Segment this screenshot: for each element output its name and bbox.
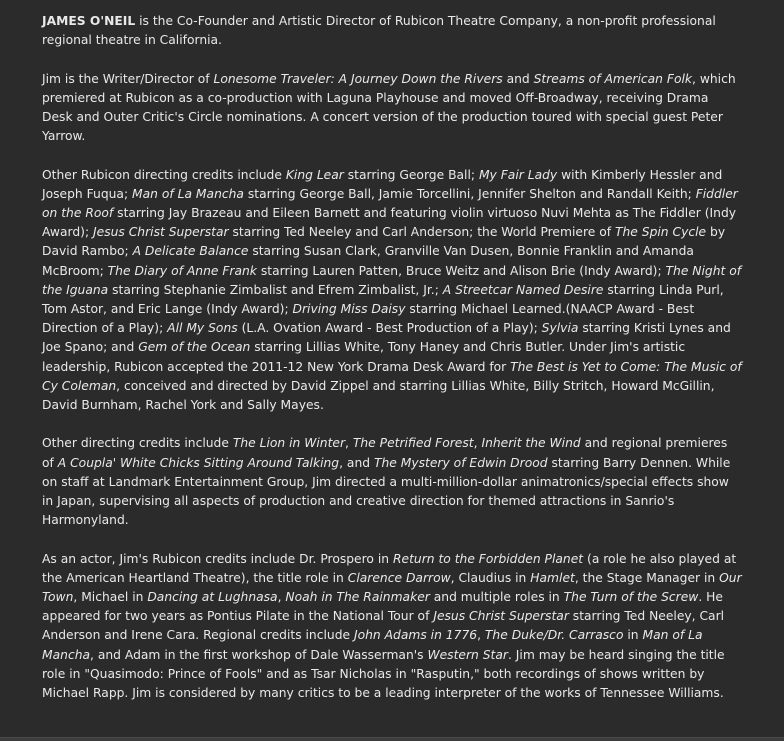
text-run: starring Ted Neeley, Carl Anderson and Irene Cara. Regional credits include bbox=[42, 609, 725, 643]
italic-title: A Streetcar Named Desire bbox=[442, 282, 604, 297]
text-run: starring Stephanie Zimbalist and Efrem Zimbalist, Jr.; bbox=[108, 282, 443, 297]
bottom-divider bbox=[0, 737, 784, 741]
text-run: and multiple roles in bbox=[429, 590, 564, 605]
italic-title: The Turn of the Screw bbox=[563, 590, 699, 605]
text-run: and bbox=[502, 71, 534, 86]
italic-title: The Lion in Winter bbox=[232, 436, 346, 451]
italic-title: The Night of the Iguana bbox=[42, 263, 742, 297]
italic-title: A Coupla' White Chicks Sitting Around Talking bbox=[57, 455, 340, 470]
text-run: . Jim may be heard singing the title role in "Quasimodo: Prince of Fools" and as Tsar Nicholas in "Rasputin," both recordings of shows written by Michael Rapp. Jim is considered by many critics to be a leading interpreter of the works of Tennessee Williams. bbox=[42, 647, 725, 701]
text-run: starring Susan Clark, Granville Van Dusen, Bonnie Franklin and Amanda McBroom; bbox=[42, 244, 694, 278]
bio-paragraph-2 bbox=[42, 70, 742, 147]
italic-title: The Best is Yet to Come: The Music of Cy Coleman bbox=[42, 359, 742, 393]
text-run: (a role he also played at the American Heartland Theatre), the title role in bbox=[42, 551, 737, 585]
italic-title: The Petrified Forest bbox=[352, 436, 474, 451]
italic-title: Jesus Christ Superstar bbox=[433, 609, 569, 624]
italic-title: Dancing at Lughnasa bbox=[147, 590, 278, 605]
italic-title: Man of La Mancha bbox=[132, 186, 244, 201]
italic-title: Lonesome Traveler: A Journey Down the Rivers bbox=[213, 71, 503, 86]
text-run: , the Stage Manager in bbox=[574, 570, 720, 585]
person-name: JAMES O'NEIL bbox=[42, 14, 136, 28]
italic-title: Jesus Christ Superstar bbox=[93, 225, 229, 240]
italic-title: Gem of the Ocean bbox=[138, 340, 251, 355]
text-run: , bbox=[477, 628, 485, 643]
text-run: starring Lauren Patten, Bruce Weitz and Alison Brie (Indy Award); bbox=[256, 263, 666, 278]
italic-title: All My Sons bbox=[167, 321, 238, 336]
text-run: . He appeared for two years as Pontius Pilate in the National Tour of bbox=[42, 590, 723, 624]
italic-title: The Duke/Dr. Carrasco bbox=[484, 628, 624, 643]
italic-title: My Fair Lady bbox=[478, 167, 558, 182]
text-run: Other directing credits include bbox=[42, 436, 233, 451]
text-run: and regional premieres of bbox=[42, 436, 728, 470]
text-run: is the Co-Founder and Artistic Director of Rubicon Theatre Company, a non-profit professional regional theatre in California. bbox=[42, 14, 716, 48]
italic-title: Our Town bbox=[42, 570, 742, 605]
italic-title: Sylvia bbox=[541, 321, 579, 336]
italic-title: Fiddler on the Roof bbox=[42, 186, 738, 220]
text-run: with Kimberly Hessler and Joseph Fuqua; bbox=[42, 167, 723, 201]
biography-text bbox=[42, 12, 742, 722]
italic-title: The Mystery of Edwin Drood bbox=[373, 455, 548, 470]
italic-title: Hamlet bbox=[530, 570, 575, 585]
italic-title: Western Star bbox=[427, 647, 508, 662]
bio-paragraph-4 bbox=[42, 434, 742, 530]
text-run: , bbox=[277, 590, 286, 605]
italic-title: Noah in The Rainmaker bbox=[285, 590, 430, 605]
italic-title: Man of La Mancha bbox=[42, 628, 703, 662]
italic-title: Clarence Darrow bbox=[347, 570, 451, 585]
text-run: (L.A. Ovation Award - Best Production of a Play); bbox=[237, 321, 542, 336]
text-run: in bbox=[623, 628, 643, 643]
text-run: starring Michael Learned.(NAACP Award - Best Direction of a Play); bbox=[42, 302, 695, 336]
text-run: starring Lillias White, Tony Haney and Chris Butler. Under Jim's artistic leadership, Rubicon accepted the 2011-12 New York Drama Desk Award for bbox=[42, 340, 686, 374]
italic-title: Inherit the Wind bbox=[481, 436, 581, 451]
text-run: , Claudius in bbox=[450, 570, 531, 585]
text-run: starring Barry Dennen. While on staff at Landmark Entertainment Group, Jim directed a multi-million-dollar animatronics/special effects show in Japan, supervising all aspects of production and creative direction for themed attractions in Sanrio's Harmonyland. bbox=[42, 455, 731, 528]
italic-title: Driving Miss Daisy bbox=[292, 302, 406, 317]
text-run: starring George Ball; bbox=[343, 167, 479, 182]
italic-title: The Diary of Anne Frank bbox=[107, 263, 257, 278]
bio-paragraph-5 bbox=[42, 550, 742, 704]
italic-title: John Adams in 1776 bbox=[353, 628, 478, 643]
text-run: , bbox=[345, 436, 353, 451]
text-run: starring Jay Brazeau and Eileen Barnett and featuring violin virtuoso Nuvi Mehta as The Fiddler (Indy Award); bbox=[42, 206, 737, 240]
italic-title: Return to the Forbidden Planet bbox=[392, 551, 584, 566]
text-run: starring Ted Neeley and Carl Anderson; the World Premiere of bbox=[228, 225, 615, 240]
text-run: by David Rambo; bbox=[42, 225, 726, 259]
text-run: Other Rubicon directing credits include bbox=[42, 167, 286, 182]
text-run: starring Kristi Lynes and Joe Spano; and bbox=[42, 321, 731, 355]
text-run: , which premiered at Rubicon as a co-production with Laguna Playhouse and moved Off-Broadway, receiving Drama Desk and Outer Critic's Circle nominations. A concert version of the production toured with special guest Peter Yarrow. bbox=[42, 71, 736, 144]
text-run: Jim is the Writer/Director of bbox=[42, 71, 214, 86]
italic-title: A Delicate Balance bbox=[132, 244, 249, 259]
text-run: , bbox=[473, 436, 482, 451]
text-run: , and bbox=[339, 455, 374, 470]
italic-title: The Spin Cycle bbox=[614, 225, 707, 240]
italic-title: King Lear bbox=[285, 167, 344, 182]
bio-paragraph-1 bbox=[42, 12, 742, 50]
text-run: starring George Ball, Jamie Torcellini, Jennifer Shelton and Randall Keith; bbox=[243, 186, 696, 201]
text-run: , and Adam in the first workshop of Dale Wasserman's bbox=[90, 647, 428, 662]
bio-paragraph-3 bbox=[42, 166, 742, 416]
italic-title: Streams of American Folk bbox=[533, 71, 693, 86]
text-run: starring Linda Purl, Tom Astor, and Eric Lange (Indy Award); bbox=[42, 282, 724, 317]
text-run: , conceived and directed by David Zippel and starring Lillias White, Billy Stritch, Howard McGillin, David Burnham, Rachel York and Sally Mayes. bbox=[42, 378, 715, 413]
text-run: , Michael in bbox=[73, 590, 148, 605]
text-run: As an actor, Jim's Rubicon credits include Dr. Prospero in bbox=[42, 551, 393, 566]
